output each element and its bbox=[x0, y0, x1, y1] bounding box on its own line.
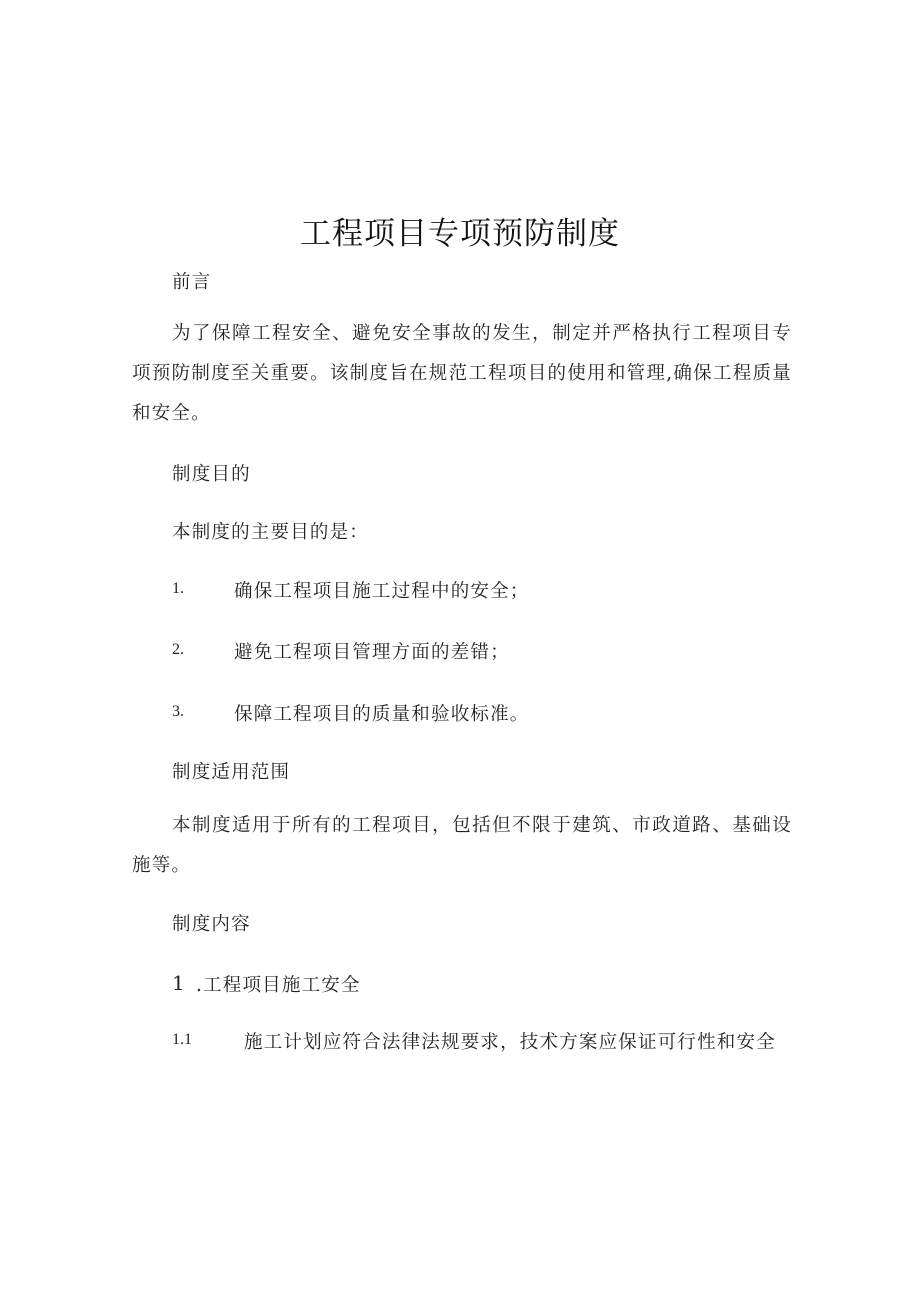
list-item-text: 确保工程项目施工过程中的安全； bbox=[234, 581, 530, 602]
item-number: 1.1 bbox=[172, 1031, 192, 1048]
section-title: .工程项目施工安全 bbox=[196, 975, 361, 996]
document-title: 工程项目专项预防制度 bbox=[300, 216, 620, 252]
preface-paragraph: 为了保障工程安全、避免安全事故的发生，制定并严格执行工程项目专项预防制度至关重要。该制度旨在规范工程项目的使用和管理,确保工程质量和安全。 bbox=[132, 323, 792, 424]
section-number: 1 bbox=[172, 971, 186, 995]
content-heading: 制度内容 bbox=[172, 914, 251, 935]
list-item-text: 保障工程项目的质量和验收标准。 bbox=[234, 704, 530, 725]
item-text: 施工计划应符合法律法规要求，技术方案应保证可行性和安全 bbox=[244, 1032, 776, 1053]
list-item-text: 避免工程项目管理方面的差错； bbox=[234, 642, 510, 663]
scope-heading: 制度适用范围 bbox=[172, 762, 291, 783]
list-item-number: 1. bbox=[172, 580, 184, 597]
purpose-heading: 制度目的 bbox=[172, 464, 251, 485]
scope-paragraph: 本制度适用于所有的工程项目，包括但不限于建筑、市政道路、基础设施等。 bbox=[132, 815, 792, 876]
list-item-number: 3. bbox=[172, 703, 184, 720]
purpose-intro: 本制度的主要目的是： bbox=[172, 522, 370, 543]
list-item-number: 2. bbox=[172, 641, 184, 658]
preface-heading: 前言 bbox=[172, 272, 212, 293]
